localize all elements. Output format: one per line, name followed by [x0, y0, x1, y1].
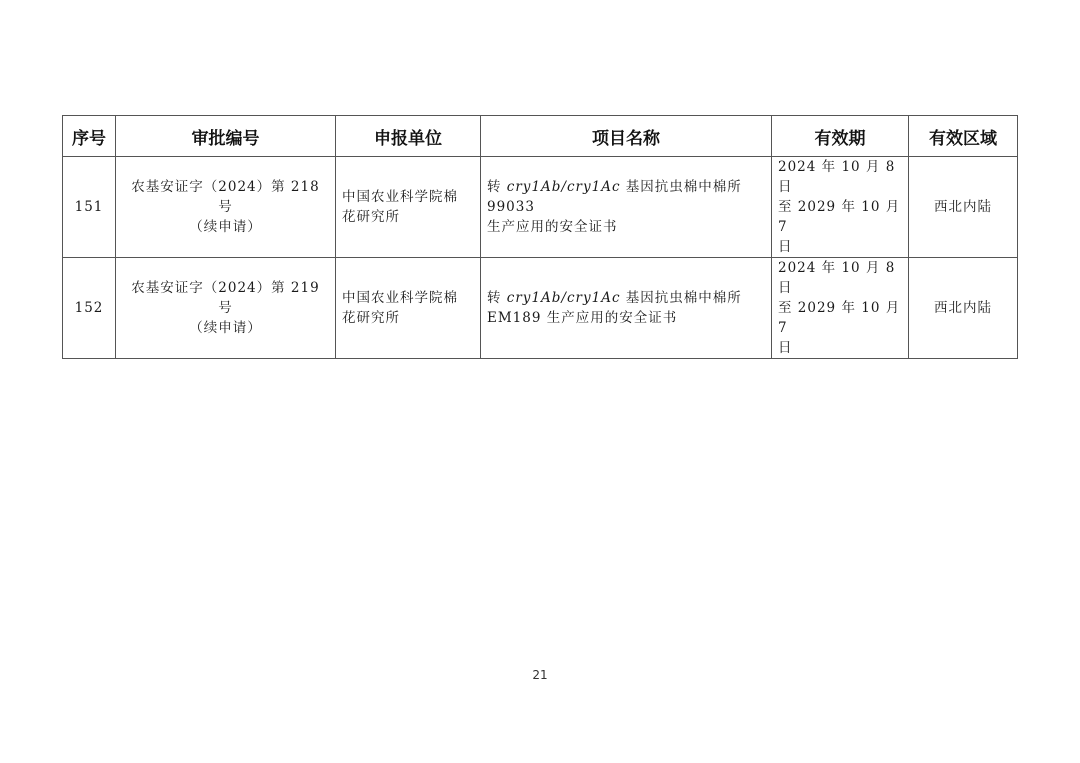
project-prefix: 转 [487, 179, 507, 195]
approval-number-text: 农基安证字（2024）第 218 号 [131, 179, 320, 215]
validity-line3: 日 [778, 239, 793, 255]
project-gene: cry1Ab/cry1Ac [506, 290, 621, 306]
approval-number-text: 农基安证字（2024）第 219 号 [131, 280, 320, 316]
header-applicant-unit: 申报单位 [336, 116, 481, 157]
header-seq: 序号 [63, 116, 116, 157]
project-gene: cry1Ab/cry1Ac [506, 179, 621, 195]
validity-line2: 至 2029 年 10 月 7 [778, 300, 901, 336]
project-suffix: 基因抗虫棉中棉所 99033 [487, 179, 742, 215]
cell-validity [772, 258, 909, 359]
cell-seq: 151 [63, 157, 116, 258]
certificate-table [62, 115, 1018, 359]
project-text-line2: EM189 生产应用的安全证书 [487, 310, 678, 326]
page-number: 21 [532, 668, 548, 682]
unit-text-line2: 花研究所 [342, 310, 400, 326]
cell-project-name [481, 157, 772, 258]
header-approval-number: 审批编号 [116, 116, 336, 157]
unit-text-line1: 中国农业科学院棉 [342, 189, 458, 205]
project-text-line1 [487, 177, 765, 217]
project-text-line2: 生产应用的安全证书 [487, 219, 618, 235]
approval-renewal-text: （续申请） [189, 219, 262, 235]
project-text-line1 [487, 288, 765, 308]
cell-applicant-unit [336, 157, 481, 258]
cell-project-name [481, 258, 772, 359]
cell-validity [772, 157, 909, 258]
cell-approval-number [116, 157, 336, 258]
cell-region: 西北内陆 [909, 258, 1018, 359]
table-header-row [63, 116, 1018, 157]
cell-applicant-unit [336, 258, 481, 359]
header-region: 有效区域 [909, 116, 1018, 157]
cell-approval-number [116, 258, 336, 359]
cell-region: 西北内陆 [909, 157, 1018, 258]
project-suffix: 基因抗虫棉中棉所 [620, 290, 742, 306]
table-row [63, 258, 1018, 359]
unit-text-line1: 中国农业科学院棉 [342, 290, 458, 306]
cell-seq: 152 [63, 258, 116, 359]
approval-renewal-text: （续申请） [189, 320, 262, 336]
header-validity: 有效期 [772, 116, 909, 157]
table-row [63, 157, 1018, 258]
validity-line3: 日 [778, 340, 793, 356]
validity-line1: 2024 年 10 月 8 日 [778, 159, 896, 195]
header-project-name: 项目名称 [481, 116, 772, 157]
validity-line1: 2024 年 10 月 8 日 [778, 260, 896, 296]
project-prefix: 转 [487, 290, 507, 306]
validity-line2: 至 2029 年 10 月 7 [778, 199, 901, 235]
unit-text-line2: 花研究所 [342, 209, 400, 225]
